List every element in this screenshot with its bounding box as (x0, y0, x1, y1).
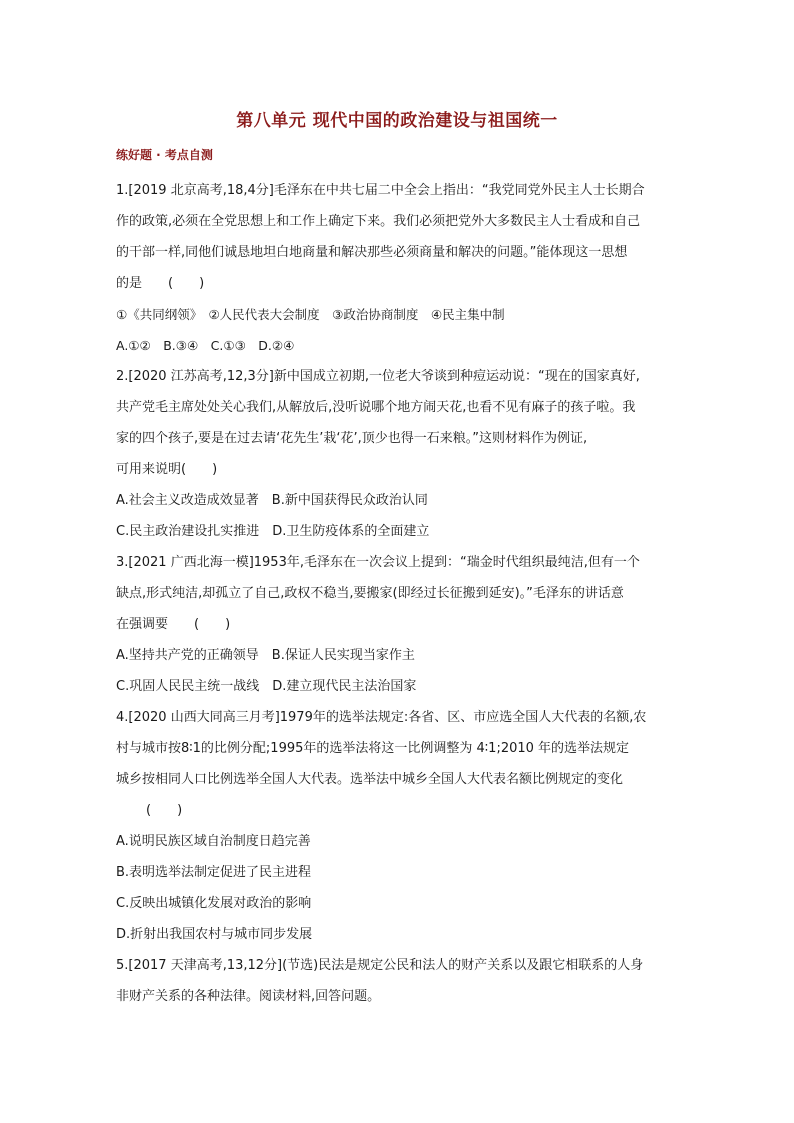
question-4 (116, 702, 678, 950)
question-text-line: 可用来说明( ) (116, 462, 218, 477)
question-1 (116, 175, 678, 361)
question-text-line: 作的政策,必须在全党思想上和工作上确定下来。我们必须把党外大多数民主人士看成和自己 (116, 214, 641, 229)
question-5 (116, 950, 678, 1012)
question-option: C.民主政治建设扎实推进 D.卫生防疫体系的全面建立 (116, 524, 430, 539)
question-option: A.说明民族区域自治制度日趋完善 (116, 834, 311, 849)
question-text-line: 共产党毛主席处处关心我们,从解放后,没听说哪个地方闹天花,也看不见有麻子的孩子啦。我 (116, 400, 636, 415)
question-text-line: 的是 ( ) (116, 276, 205, 291)
question-option: B.表明选举法制定促进了民主进程 (116, 865, 312, 880)
question-text-line: 村与城市按8∶1的比例分配;1995年的选举法将这一比例调整为 4∶1;2010 年的选举法规定 (116, 741, 630, 756)
question-text-line: 的干部一样,同他们诚恳地坦白地商量和解决那些必须商量和解决的问题。”能体现这一思想 (116, 245, 628, 260)
question-3 (116, 547, 678, 702)
question-text-line: ( ) (146, 803, 183, 818)
question-option: ①《共同纲领》 ②人民代表大会制度 ③政治协商制度 ④民主集中制 (116, 307, 505, 322)
question-text-line: 2.[2020 江苏高考,12,3分]新中国成立初期,一位老大爷谈到种痘运动说：“现在的国家真好, (116, 369, 640, 384)
page-title: 第八单元 现代中国的政治建设与祖国统一 (236, 111, 558, 131)
section-label: 练好题 · 考点自测 (116, 148, 213, 162)
question-text-line: 1.[2019 北京高考,18,4分]毛泽东在中共七届二中全会上指出：“我党同党外民主人士长期合 (116, 183, 645, 198)
question-text-line: 非财产关系的各种法律。阅读材料,回答问题。 (116, 989, 381, 1004)
question-option: C.反映出城镇化发展对政治的影响 (116, 896, 312, 911)
question-text-line: 城乡按相同人口比例选举全国人大代表。选举法中城乡全国人大代表名额比例规定的变化 (116, 772, 624, 787)
question-list (116, 175, 678, 1012)
question-option: C.巩固人民民主统一战线 D.建立现代民主法治国家 (116, 679, 417, 694)
question-option: A.坚持共产党的正确领导 B.保证人民实现当家作主 (116, 648, 415, 663)
question-option: A.社会主义改造成效显著 B.新中国获得民众政治认同 (116, 493, 428, 508)
question-option: A.①② B.③④ C.①③ D.②④ (116, 338, 295, 353)
question-text-line: 在强调要 ( ) (116, 617, 231, 632)
question-text-line: 缺点,形式纯洁,却孤立了自己,政权不稳当,要搬家(即经过长征搬到延安)。”毛泽东的讲话意 (116, 586, 624, 601)
question-2 (116, 361, 678, 547)
question-text-line: 5.[2017 天津高考,13,12分](节选)民法是规定公民和法人的财产关系以及跟它相联系的人身 (116, 958, 644, 973)
question-option: D.折射出我国农村与城市同步发展 (116, 927, 313, 942)
question-text-line: 家的四个孩子,要是在过去请‘花先生’栽‘花’,顶少也得一石来粮。”这则材料作为例证, (116, 431, 588, 446)
question-text-line: 3.[2021 广西北海一模]1953年,毛泽东在一次会议上提到：“瑞金时代组织最纯洁,但有一个 (116, 555, 640, 570)
question-text-line: 4.[2020 山西大同高三月考]1979年的选举法规定:各省、区、市应选全国人大代表的名额,农 (116, 710, 647, 725)
